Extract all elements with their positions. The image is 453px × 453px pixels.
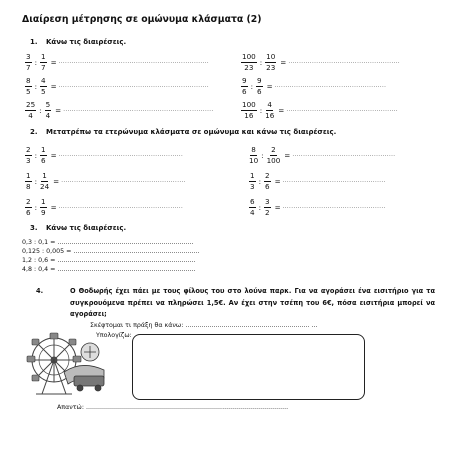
division-sign: : (259, 57, 263, 67)
divisor-fraction (264, 198, 271, 215)
dividend-fraction-denominator: 8 (26, 181, 31, 191)
q4-problem (36, 286, 435, 321)
divisor-fraction-numerator: 1 (42, 171, 47, 181)
dividend-fraction (25, 77, 32, 94)
dividend-fraction (25, 172, 32, 189)
dividend-fraction-numerator: 9 (242, 76, 247, 86)
divisor-fraction-denominator: 16 (265, 110, 275, 120)
equals-sign: = (274, 176, 281, 186)
dividend-fraction-denominator: 4 (250, 207, 255, 217)
q2-text: Μετατρέπω τα ετερώνυμα κλάσματα σε ομώνυμα και κάνω τις διαιρέσεις. (46, 128, 337, 136)
q2-number: 2. (30, 128, 38, 136)
answer-blank[interactable]: .......................................................... (58, 204, 184, 210)
divisor-fraction (264, 172, 271, 189)
q1-division-item (24, 74, 209, 98)
divisor-fraction-numerator: 3 (265, 197, 270, 207)
q3-heading (30, 224, 126, 232)
answer-blank[interactable]: ................................................ (282, 204, 386, 210)
q3-line-4[interactable]: 4,8 : 0,4 = ..................................................................... (22, 266, 196, 273)
q4-number: 4. (36, 287, 44, 295)
divisor-fraction-denominator: 4 (45, 110, 51, 120)
division-sign: : (261, 150, 264, 160)
dividend-fraction-denominator: 7 (26, 62, 31, 72)
q2-division-item (248, 195, 386, 219)
divisor-fraction-numerator: 9 (257, 76, 262, 86)
divisor-fraction-denominator: 7 (41, 62, 46, 72)
q3-line-3[interactable]: 1,2 : 0,6 = ..................................................................... (22, 257, 196, 264)
divisor-fraction-denominator: 9 (41, 207, 46, 217)
divisor-fraction-denominator: 6 (257, 86, 262, 96)
dividend-fraction-numerator: 25 (26, 100, 36, 110)
q3-line-2[interactable]: 0,125 : 0,005 = ............................................................... (22, 248, 200, 255)
q1-heading (30, 38, 126, 46)
dividend-fraction-numerator: 2 (26, 145, 31, 155)
equals-sign: = (50, 81, 57, 91)
division-sign: : (34, 57, 37, 67)
q2-division-item (24, 169, 186, 193)
equals-sign: = (280, 57, 287, 67)
dividend-fraction (241, 101, 257, 118)
equals-sign: = (53, 176, 60, 186)
divisor-fraction-numerator: 10 (266, 52, 276, 62)
answer-blank[interactable]: .................................................... (286, 107, 399, 113)
q3-line-1[interactable]: 0,3 : 0,1 = .................................................................... (22, 239, 194, 246)
q3-text: Κάνω τις διαιρέσεις. (46, 224, 127, 232)
answer-blank[interactable]: .................................................... (288, 59, 401, 65)
q2-division-item (248, 143, 395, 167)
divisor-fraction-denominator: 24 (40, 181, 50, 191)
dividend-fraction (249, 172, 256, 189)
calculation-box[interactable] (132, 334, 365, 400)
division-sign: : (259, 105, 263, 115)
answer-blank[interactable]: ...................................................................... (58, 83, 209, 89)
dividend-fraction-numerator: 100 (242, 52, 256, 62)
divisor-fraction-numerator: 4 (41, 76, 46, 86)
divisor-fraction (265, 53, 276, 70)
dividend-fraction-numerator: 1 (26, 171, 31, 181)
divisor-fraction (40, 146, 47, 163)
divisor-fraction-denominator: 6 (265, 181, 270, 191)
divisor-fraction (40, 198, 47, 215)
divisor-fraction-denominator: 100 (266, 155, 281, 165)
dividend-fraction (249, 198, 256, 215)
q4-text: Ο Θοδωρής έχει πάει με τους φίλους του στο λούνα παρκ. Για να αγοράσει ένα εισιτήριο για τα συγκρουόμενα πρέπει να πληρώσει 1,5€. Αν έχει στην τσέπη του 6€, πόσα εισιτήρια μπορεί να αγοράσει; (70, 287, 435, 318)
q1-number: 1. (30, 38, 38, 46)
q4-calc-label: Υπολογίζω: (96, 332, 132, 339)
dividend-fraction-numerator: 1 (250, 171, 255, 181)
divisor-fraction-numerator: 5 (45, 100, 51, 110)
answer-blank[interactable]: .................................................... (274, 83, 387, 89)
answer-blank[interactable]: .......................................................... (61, 178, 186, 184)
dividend-fraction-denominator: 3 (250, 181, 255, 191)
divisor-fraction-numerator: 1 (41, 52, 46, 62)
q1-text: Κάνω τις διαιρέσεις. (46, 38, 127, 46)
dividend-fraction-numerator: 6 (250, 197, 255, 207)
divisor-fraction-denominator: 2 (265, 207, 270, 217)
equals-sign: = (266, 81, 273, 91)
ferris-wheel-illustration (24, 330, 110, 400)
divisor-fraction (40, 172, 49, 189)
division-sign: : (34, 176, 37, 186)
divisor-fraction-numerator: 2 (265, 171, 270, 181)
divisor-fraction-numerator: 2 (271, 145, 276, 155)
q4-think-line[interactable]: Σκέφτομαι τι πράξη θα κάνω: .............................................................. ... (90, 322, 318, 329)
q1-division-item (240, 74, 386, 98)
equals-sign: = (278, 105, 285, 115)
dividend-fraction (249, 146, 258, 163)
division-sign: : (34, 81, 37, 91)
dividend-fraction (25, 146, 32, 163)
dividend-fraction-denominator: 5 (26, 86, 31, 96)
divisor-fraction-denominator: 5 (41, 86, 46, 96)
equals-sign: = (55, 105, 62, 115)
page-title: Διαίρεση μέτρησης σε ομώνυμα κλάσματα (2) (22, 14, 262, 25)
q2-division-item (24, 195, 183, 219)
divisor-fraction (256, 77, 263, 94)
q2-heading (30, 128, 336, 136)
dividend-fraction-denominator: 23 (244, 62, 254, 72)
dividend-fraction (25, 53, 32, 70)
dividend-fraction (241, 53, 257, 70)
answer-blank[interactable]: ................................................ (282, 178, 386, 184)
division-sign: : (258, 202, 261, 212)
q1-division-item (24, 50, 209, 74)
dividend-fraction-denominator: 6 (26, 207, 31, 217)
divisor-fraction (265, 101, 274, 118)
q1-division-item (240, 98, 398, 122)
equals-sign: = (274, 202, 281, 212)
division-sign: : (250, 81, 253, 91)
divisor-fraction (40, 53, 47, 70)
equals-sign: = (50, 57, 57, 67)
dividend-fraction-numerator: 8 (26, 76, 31, 86)
q4-answer-line[interactable]: Απαντώ: ..................................................................................................... (57, 404, 289, 411)
q1-division-item (24, 98, 214, 122)
division-sign: : (39, 105, 42, 115)
q2-division-item (248, 169, 386, 193)
equals-sign: = (50, 150, 57, 160)
divisor-fraction-numerator: 1 (41, 197, 46, 207)
dividend-fraction (241, 77, 248, 94)
divisor-fraction (40, 77, 47, 94)
division-sign: : (34, 150, 37, 160)
answer-blank[interactable]: ................................................ (292, 152, 396, 158)
divisor-fraction (45, 101, 52, 118)
dividend-fraction (25, 198, 32, 215)
dividend-fraction-denominator: 3 (26, 155, 31, 165)
q3-number: 3. (30, 224, 38, 232)
dividend-fraction-numerator: 8 (251, 145, 256, 155)
dividend-fraction-denominator: 10 (249, 155, 259, 165)
dividend-fraction-denominator: 16 (244, 110, 254, 120)
q1-division-item (240, 50, 400, 74)
dividend-fraction-denominator: 6 (242, 86, 247, 96)
division-sign: : (258, 176, 261, 186)
divisor-fraction-numerator: 1 (41, 145, 46, 155)
q2-division-item (24, 143, 183, 167)
equals-sign: = (50, 202, 57, 212)
answer-blank[interactable]: ...................................................................... (58, 59, 209, 65)
answer-blank[interactable]: .......................................................... (58, 152, 184, 158)
dividend-fraction-denominator: 4 (28, 110, 33, 120)
divisor-fraction-numerator: 4 (267, 100, 272, 110)
dividend-fraction (25, 101, 36, 118)
division-sign: : (34, 202, 37, 212)
divisor-fraction (267, 146, 281, 163)
divisor-fraction-denominator: 23 (266, 62, 276, 72)
equals-sign: = (284, 150, 291, 160)
divisor-fraction-denominator: 6 (41, 155, 46, 165)
answer-blank[interactable]: ...................................................................... (63, 107, 214, 113)
dividend-fraction-numerator: 3 (26, 52, 31, 62)
dividend-fraction-numerator: 2 (26, 197, 31, 207)
dividend-fraction-numerator: 100 (242, 100, 256, 110)
